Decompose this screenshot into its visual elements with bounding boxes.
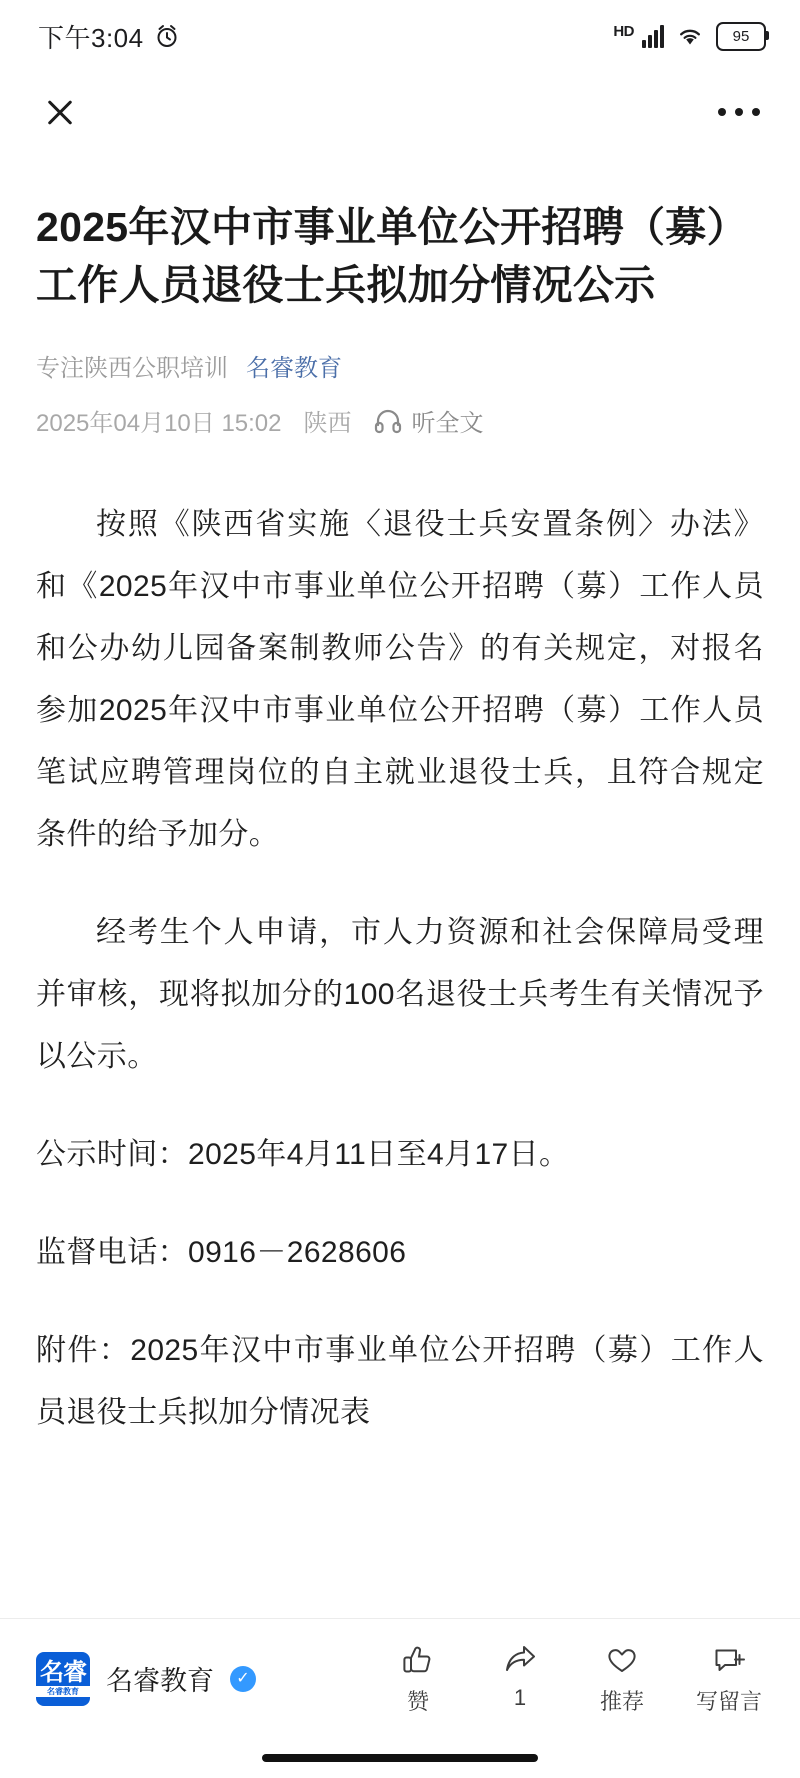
content-fade-overlay (0, 1548, 800, 1618)
verified-badge-icon: ✓ (230, 1666, 256, 1692)
article-paragraph: 公示时间：2025年4月11日至4月17日。 (36, 1138, 570, 1171)
comment-icon (712, 1641, 746, 1679)
headphone-icon (374, 408, 402, 434)
article-account-link[interactable]: 名睿教育 (246, 355, 342, 382)
wifi-icon (676, 24, 704, 48)
more-options-icon[interactable] (716, 98, 762, 126)
listen-label: 听全文 (411, 410, 484, 437)
share-arrow-icon (503, 1641, 537, 1679)
status-bar-left (38, 18, 180, 55)
share-button[interactable] (492, 1641, 548, 1711)
status-time: 下午3:04 (38, 22, 144, 53)
home-indicator-area (0, 1738, 800, 1778)
listen-button[interactable] (374, 403, 484, 438)
alarm-clock-icon (154, 23, 180, 49)
article-region: 陕西 (303, 410, 352, 437)
recommend-button[interactable] (594, 1641, 650, 1716)
status-bar-right (613, 22, 766, 51)
page-title: 2025年汉中市事业单位公开招聘（募）工作人员退役士兵拟加分情况公示 (36, 204, 748, 308)
like-label: 赞 (406, 1689, 429, 1714)
article-paragraph: 监督电话：0916－2628606 (36, 1236, 407, 1269)
article-body (36, 494, 764, 1444)
avatar-main-text: 名睿 (40, 1659, 86, 1686)
hd-icon: HD (613, 22, 634, 40)
share-count: 1 (513, 1685, 527, 1710)
article-paragraph: 附件：2025年汉中市事业单位公开招聘（募）工作人员退役士兵拟加分情况表 (36, 1334, 764, 1429)
close-icon[interactable] (38, 90, 82, 134)
avatar-sub-text: 名睿教育 (36, 1686, 90, 1697)
article-slogan: 专注陕西公职培训 (36, 355, 228, 382)
article-paragraph: 按照《陕西省实施〈退役士兵安置条例〉办法》和《2025年汉中市事业单位公开招聘（募）工作人员和公办幼儿园备案制教师公告》的有关规定，对报名参加2025年汉中市事业单位公开招聘（募）工作人员笔试应聘管理岗位的自主就业退役士兵，且符合规定条件的给予加分。 (36, 508, 764, 851)
article-content (0, 152, 800, 1618)
comment-label: 写留言 (695, 1689, 762, 1714)
action-buttons (390, 1641, 770, 1716)
thumbs-up-icon (401, 1641, 435, 1679)
home-indicator[interactable] (262, 1754, 538, 1762)
battery-level: 95 (732, 27, 750, 45)
account-chip[interactable] (36, 1652, 256, 1706)
recommend-label: 推荐 (599, 1689, 644, 1714)
navigation-bar (0, 72, 800, 152)
like-button[interactable] (390, 1641, 446, 1716)
avatar (36, 1652, 90, 1706)
account-name: 名睿教育 (106, 1666, 214, 1696)
comment-button[interactable] (696, 1641, 762, 1716)
article-paragraph: 经考生个人申请，市人力资源和社会保障局受理并审核，现将拟加分的100名退役士兵考生有关情况予以公示。 (36, 916, 764, 1073)
article-meta-bottom (36, 403, 764, 438)
heart-icon (605, 1641, 639, 1679)
battery-icon (716, 22, 766, 51)
article-meta-top (36, 348, 764, 383)
signal-bars-icon (642, 24, 664, 48)
status-bar (0, 0, 800, 72)
bottom-action-bar (0, 1618, 800, 1738)
article-date: 2025年04月10日 15:02 (36, 410, 282, 437)
